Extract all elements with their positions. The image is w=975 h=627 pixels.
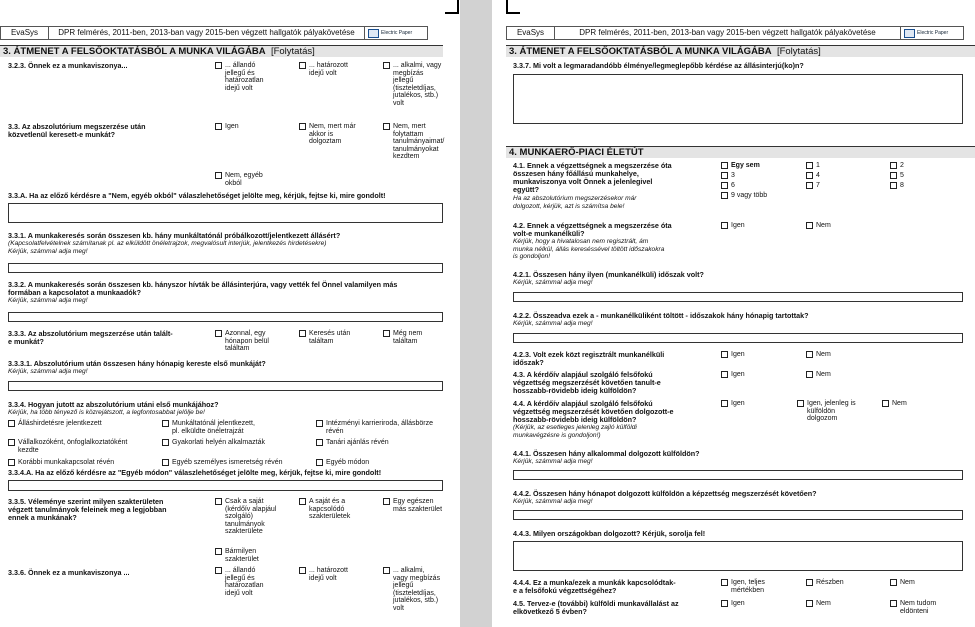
checkbox[interactable] [890, 182, 897, 189]
checkbox[interactable] [215, 172, 222, 179]
question-3-2-3: 3.2.3. Önnek ez a munkaviszonya... [8, 61, 128, 70]
option-korabbi-kapcsolat[interactable]: Korábbi munkakapcsolat révén [8, 459, 114, 467]
number-field-4-2-2[interactable] [513, 333, 963, 343]
option-nem-dolgoztam[interactable]: Nem, mert már akkor is dolgoztam [299, 123, 356, 146]
option-nem-4-5[interactable]: Nem [806, 600, 831, 608]
header-evasys: EvaSys [1, 27, 49, 39]
number-field-3-3-3-1[interactable] [8, 381, 443, 391]
page-header [0, 26, 428, 40]
checkbox[interactable] [215, 567, 222, 574]
option-9-vagy-tobb[interactable]: 9 vagy több [721, 192, 767, 200]
number-field-4-4-1[interactable] [513, 470, 963, 480]
option-allashirdetes[interactable]: Álláshirdetésre jelentkezett [8, 420, 102, 428]
page-header [506, 26, 964, 40]
checkbox[interactable] [316, 459, 323, 466]
option-igen-4-4[interactable]: Igen [721, 400, 745, 408]
checkbox[interactable] [721, 182, 728, 189]
question-4-2: 4.2. Ennek a végzettségnek a megszerzése óta volt-e munkanélküli? [513, 221, 672, 238]
checkbox[interactable] [797, 400, 804, 407]
checkbox[interactable] [299, 498, 306, 505]
checkbox[interactable] [383, 123, 390, 130]
checkbox[interactable] [383, 330, 390, 337]
option-1[interactable]: 1 [806, 162, 820, 170]
form-page-right [492, 0, 975, 627]
option-azonnal[interactable]: Azonnal, egy hónapon belül találtam [215, 330, 269, 353]
question-3-3-1: 3.3.1. A munkakeresés során összesen kb. hány munkáltatónál próbálkozott/jelentkezett állásért? [8, 231, 341, 240]
checkbox[interactable] [162, 439, 169, 446]
option-tanari-ajanlas[interactable]: Tanári ajánlás révén [316, 439, 389, 447]
option-4[interactable]: 4 [806, 172, 820, 180]
option-vallalkozo[interactable]: Vállalkozóként, önfoglalkoztatóként kezdte [8, 439, 127, 454]
option-barmilyen[interactable]: Bármilyen szakterület [215, 548, 259, 563]
hint-4-2-2: Kérjük, számmal adja meg! [513, 320, 593, 327]
option-reszben[interactable]: Részben [806, 579, 844, 587]
checkbox[interactable] [890, 162, 897, 169]
question-4-5: 4.5. Tervez-e (további) külföldi munkavállalást az elkövetkező 5 évben? [513, 599, 679, 616]
question-3-3-3: 3.3.3. Az abszolutórium megszerzése után talált- e munkát? [8, 329, 173, 346]
question-3-3-2: 3.3.2. A munkakeresés során összesen kb. hányszor hívták be állásinterjúra, vagy vették fel Önnel valamilyen más formában a kapcsolatot a munkaadók? [8, 280, 398, 297]
option-7[interactable]: 7 [806, 182, 820, 190]
checkbox[interactable] [383, 567, 390, 574]
checkbox[interactable] [162, 420, 169, 427]
checkbox[interactable] [721, 579, 728, 586]
question-4-4-3: 4.4.3. Milyen országokban dolgozott? Kérjük, sorolja fel! [513, 529, 706, 538]
hint-4-2: Kérjük, hogy a hivatalosan nem regisztrált, ám munka nélkül, állás kereséssével töltött időszakokra is gondoljon! [513, 238, 665, 260]
option-egyeb-modon[interactable]: Egyéb módon [316, 459, 369, 467]
crop-mark [445, 0, 459, 14]
question-4-4-2: 4.4.2. Összesen hány hónapot dolgozott külföldön a képzettség megszerzését követően? [513, 489, 817, 498]
checkbox[interactable] [721, 192, 728, 199]
checkbox[interactable] [299, 123, 306, 130]
checkbox[interactable] [882, 400, 889, 407]
question-3-3-6: 3.3.6. Önnek ez a munkaviszonya ... [8, 568, 130, 577]
hint-4-2-1: Kérjük, számmal adja meg! [513, 279, 593, 286]
checkbox[interactable] [162, 459, 169, 466]
electric-paper-logo-icon [368, 29, 379, 38]
number-field-3-3-2[interactable] [8, 312, 443, 322]
option-munkaltatonal[interactable]: Munkáltatónál jelentkezett, pl. elküldte önéletrajzát [162, 420, 255, 435]
header-title: DPR felmérés, 2011-ben, 2013-ban vagy 2015-ben végzett hallgatók pályakövetése [555, 27, 901, 39]
option-egy-sem[interactable]: Egy sem [721, 162, 760, 170]
option-egyeb-ismeretseg[interactable]: Egyéb személyes ismeretség révén [162, 459, 283, 467]
option-igen-4-2[interactable]: Igen [721, 222, 745, 230]
number-field-4-2-1[interactable] [513, 292, 963, 302]
option-igen-4-3[interactable]: Igen [721, 371, 745, 379]
option-igen-jelenleg[interactable]: Igen, jelenleg is külföldön dolgozom [797, 400, 856, 423]
form-page-left [0, 0, 460, 627]
header-logo: Electric Paper [365, 29, 427, 38]
section-title: 3. ÁTMENET A FELSŐOKTATÁSBÓL A MUNKA VILÁGÁBA [Folytatás] [0, 45, 443, 57]
text-area-3-3-7[interactable] [513, 74, 963, 124]
checkbox[interactable] [721, 400, 728, 407]
number-field-4-4-2[interactable] [513, 510, 963, 520]
crop-mark [506, 0, 520, 14]
checkbox[interactable] [721, 351, 728, 358]
header-title: DPR felmérés, 2011-ben, 2013-ban vagy 2015-ben végzett hallgatók pályakövetése [49, 27, 365, 39]
option-igen-4-5[interactable]: Igen [721, 600, 745, 608]
checkbox[interactable] [8, 459, 15, 466]
option-karrieriroda[interactable]: Intézményi karrieriroda, állásbörze révén [316, 420, 433, 435]
option-igen[interactable]: Igen [215, 123, 239, 131]
checkbox[interactable] [299, 62, 306, 69]
question-3-3-4-A: 3.3.4.A. Ha az előző kérdésre az "Egyéb módon" válaszlehetőséget jelölte meg, kérjük, fejtse ki, mire gondolt! [8, 468, 382, 477]
option-sajat-szakterulet[interactable]: Csak a saját (kérdőív alapjául szolgáló) tanulmányok szakterülete [215, 498, 276, 536]
checkbox[interactable] [806, 162, 813, 169]
checkbox[interactable] [890, 579, 897, 586]
option-nem-4-2-3[interactable]: Nem [806, 351, 831, 359]
checkbox[interactable] [383, 498, 390, 505]
option-nem-egyeb[interactable]: Nem, egyéb okból [215, 172, 263, 187]
hint-3-3-3-1: Kérjük, számmal adja meg! [8, 368, 88, 375]
question-3-3-3-1: 3.3.3.1. Abszolutórium után összesen hány hónapig kereste első munkáját? [8, 359, 266, 368]
checkbox[interactable] [721, 162, 728, 169]
option-3[interactable]: 3 [721, 172, 735, 180]
question-3-3-5: 3.3.5. Véleménye szerint milyen szakterületen végzett tanulmányok feleinek meg a legjobban ennek a munkának? [8, 497, 167, 522]
checkbox[interactable] [316, 420, 323, 427]
checkbox[interactable] [215, 548, 222, 555]
option-nem-4-4[interactable]: Nem [882, 400, 907, 408]
question-4-4-1: 4.4.1. Összesen hány alkalommal dolgozott külföldön? [513, 449, 700, 458]
option-nem-4-3[interactable]: Nem [806, 371, 831, 379]
option-igen-4-2-3[interactable]: Igen [721, 351, 745, 359]
question-3-3-4: 3.3.4. Hogyan jutott az abszolutórium utáni első munkájához? [8, 400, 219, 409]
electric-paper-logo-icon [904, 29, 915, 38]
section-title-4: 4. MUNKAERŐ-PIACI ÉLETÚT [506, 146, 975, 158]
question-4-4: 4.4. A kérdőív alapjául szolgáló felsőfokú végzettség megszerzését követően dolgozott-e hosszabb-rövidebb ideig külföldön? [513, 399, 674, 424]
checkbox[interactable] [215, 330, 222, 337]
hint-3-3-4: Kérjük, ha több tényező is közrejátszott, a legfontosabbat jelölje be! [8, 409, 205, 416]
option-8[interactable]: 8 [890, 182, 904, 190]
hint-3-3-1: (Kapcsolatfelvételnek számítanak pl. az elküldött önéletrajzok, megvalósult interjúk, jelentkezés hirdetésekre) Kérjük, számmal adja meg! [8, 240, 327, 255]
option-hatarozott[interactable]: ... határozott idejű volt [299, 62, 348, 77]
hint-3-3-2: Kérjük, számmal adja meg! [8, 297, 88, 304]
checkbox[interactable] [215, 498, 222, 505]
checkbox[interactable] [299, 567, 306, 574]
checkbox[interactable] [299, 330, 306, 337]
option-nem-tanulmany[interactable]: Nem, mert folytattam tanulmányaimat/ tanulmányokat kezdtem [383, 123, 444, 161]
checkbox[interactable] [215, 123, 222, 130]
option-6[interactable]: 6 [721, 182, 735, 190]
checkbox[interactable] [806, 182, 813, 189]
option-mas-szakterulet[interactable]: Egy egészen más szakterület [383, 498, 442, 513]
checkbox[interactable] [8, 420, 15, 427]
question-4-4-4: 4.4.4. Ez a munka/ezek a munkák kapcsolódtak- e a felsőfokú végzettségéhez? [513, 578, 676, 595]
option-allando-2[interactable]: ... állandó jellegű és határozatlan idejű volt [215, 567, 264, 597]
text-area-4-4-3[interactable] [513, 541, 963, 571]
section-title: 3. ÁTMENET A FELSŐOKTATÁSBÓL A MUNKA VILÁGÁBA [Folytatás] [506, 45, 975, 57]
checkbox[interactable] [806, 172, 813, 179]
option-nem-4-4-4[interactable]: Nem [890, 579, 915, 587]
question-4-2-2: 4.2.2. Összeadva ezek a - munkanélküliként töltött - időszakok hány hónapig tartottak? [513, 311, 809, 320]
checkbox[interactable] [721, 371, 728, 378]
checkbox[interactable] [721, 222, 728, 229]
option-nem-tudom[interactable]: Nem tudom eldönteni [890, 600, 936, 615]
question-4-3: 4.3. A kérdőív alapjául szolgáló felsőfokú végzettség megszerzését követően tanult-e hosszabb-rövidebb ideig külföldön? [513, 370, 661, 395]
checkbox[interactable] [721, 600, 728, 607]
option-nem-4-2[interactable]: Nem [806, 222, 831, 230]
question-3-3-7: 3.3.7. Mi volt a legmaradandóbb élménye/legmeglepőbb kérdése az állásinterjú(ko)n? [513, 61, 804, 70]
hint-4-1: Ha az abszolutórium megszerzésekor már dolgozott, kérjük, azt is számítsa bele! [513, 195, 637, 210]
checkbox[interactable] [8, 439, 15, 446]
question-4-2-1: 4.2.1. Összesen hány ilyen (munkanélküli) időszak volt? [513, 270, 704, 279]
page-gutter [460, 0, 492, 627]
checkbox[interactable] [215, 62, 222, 69]
checkbox[interactable] [806, 579, 813, 586]
hint-4-4: (Kérjük, az esetleges jelenleg zajló külföldi munkavégzésre is gondoljon!) [513, 424, 637, 439]
question-3-3: 3.3. Az abszolutórium megszerzése után közvetlenül keresett-e munkát? [8, 122, 146, 139]
option-allando[interactable]: ... állandó jellegű és határozatlan idejű volt [215, 62, 264, 92]
header-evasys: EvaSys [507, 27, 555, 39]
hint-4-4-2: Kérjük, számmal adja meg! [513, 498, 593, 505]
option-kapcsolodo[interactable]: A saját és a kapcsolódó szakterületek [299, 498, 350, 521]
text-field-3-3-A[interactable] [8, 203, 443, 223]
checkbox[interactable] [890, 600, 897, 607]
option-meg-nem[interactable]: Még nem találtam [383, 330, 422, 345]
checkbox[interactable] [806, 222, 813, 229]
checkbox[interactable] [806, 351, 813, 358]
text-field-3-3-4-A[interactable] [8, 480, 443, 491]
checkbox[interactable] [806, 600, 813, 607]
number-field-3-3-1[interactable] [8, 263, 443, 273]
option-alkalmi-2[interactable]: ... alkalmi, vagy megbízás jellegű (tiszteletdíjas, jutalékos, stb.) volt [383, 567, 440, 613]
checkbox[interactable] [890, 172, 897, 179]
option-kereses-utan[interactable]: Keresés után találtam [299, 330, 350, 345]
option-gyakorlati-hely[interactable]: Gyakorlati helyén alkalmazták [162, 439, 265, 447]
option-2[interactable]: 2 [890, 162, 904, 170]
header-logo: Electric Paper [901, 29, 963, 38]
checkbox[interactable] [383, 62, 390, 69]
checkbox[interactable] [806, 371, 813, 378]
option-alkalmi[interactable]: ... alkalmi, vagy megbízás jellegű (tiszteletdíjas, jutalékos, stb.) volt [383, 62, 441, 108]
question-4-1: 4.1. Ennek a végzettségnek a megszerzése óta összesen hány főállású munkahelye, munkaviszonya volt Önnek a jelenlegivel együtt? [513, 161, 672, 194]
checkbox[interactable] [316, 439, 323, 446]
hint-4-4-1: Kérjük, számmal adja meg! [513, 458, 593, 465]
question-4-2-3: 4.2.3. Volt ezek közt regisztrált munkanélküli időszak? [513, 350, 665, 367]
option-5[interactable]: 5 [890, 172, 904, 180]
option-igen-teljes[interactable]: Igen, teljes mértékben [721, 579, 765, 594]
checkbox[interactable] [721, 172, 728, 179]
option-hatarozott-2[interactable]: ... határozott idejű volt [299, 567, 348, 582]
question-3-3-A: 3.3.A. Ha az előző kérdésre a "Nem, egyéb okból" válaszlehetőséget jelölte meg, kérjük, fejtse ki, mire gondolt! [8, 191, 386, 200]
